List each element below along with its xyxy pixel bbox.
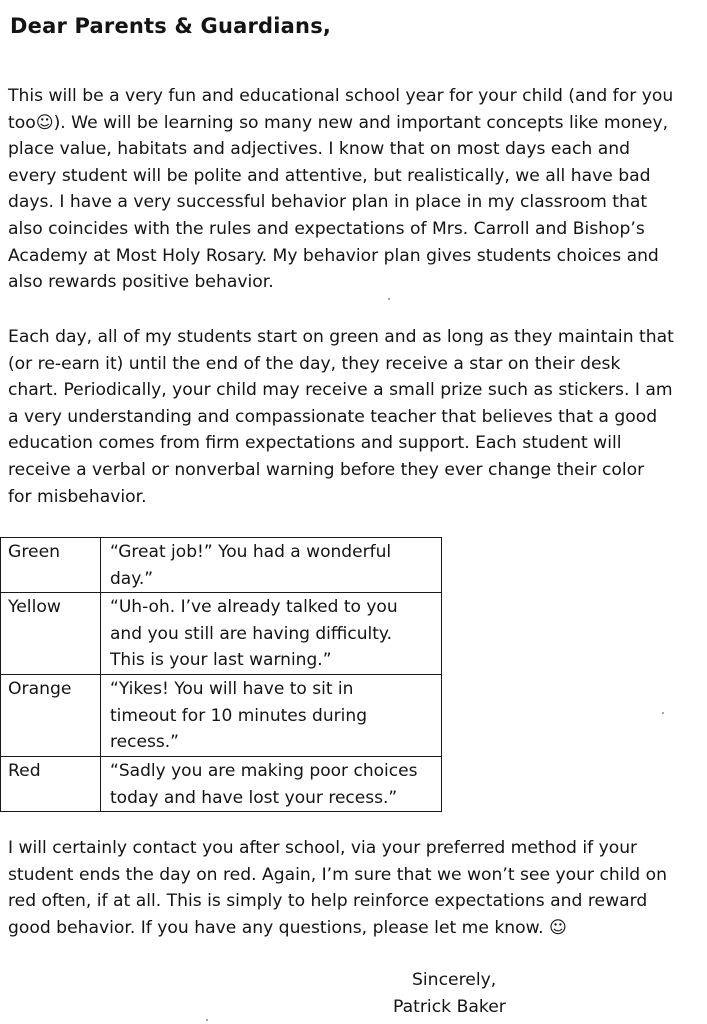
scan-speck: [206, 1019, 208, 1021]
message-line: “Yikes! You will have to sit in: [110, 679, 354, 699]
text-line: red often, if at all. This is simply to help reinforce expectations and reward: [8, 891, 648, 912]
color-cell: Orange: [1, 675, 101, 757]
text-line: too☺). We will be learning so many new and important concepts like money,: [8, 112, 669, 133]
message-cell: [101, 593, 442, 675]
paragraph-contact: [8, 835, 704, 941]
color-cell: Yellow: [1, 593, 101, 675]
message-line: This is your last warning.”: [110, 650, 332, 670]
text-line: Academy at Most Holy Rosary. My behavior plan gives students choices and: [8, 245, 659, 266]
message-line: day.”: [110, 568, 154, 589]
text-line: receive a verbal or nonverbal warning before they ever change their color: [8, 459, 645, 480]
table-row: [1, 757, 442, 812]
message-line: recess.”: [110, 732, 179, 752]
text-line: student ends the day on red. Again, I’m sure that we won’t see your child on: [8, 864, 667, 885]
message-line: “Uh-oh. I’ve already talked to you: [110, 597, 398, 617]
text-line: also coincides with the rules and expectations of Mrs. Carroll and Bishop’s: [8, 218, 645, 239]
message-cell: [101, 757, 442, 812]
text-line: (or re-earn it) until the end of the day, they receive a star on their desk: [8, 353, 621, 374]
table-row: [1, 675, 442, 757]
paragraph-behavior-plan: [8, 324, 704, 510]
text-line: every student will be polite and attentive, but realistically, we all have bad: [8, 165, 651, 186]
paragraph-intro: [8, 83, 704, 296]
message-line: and you still are having difficulty.: [110, 623, 392, 644]
text-line: good behavior. If you have any questions, please let me know. ☺: [8, 917, 567, 938]
text-line: place value, habitats and adjectives. I know that on most days each and: [8, 139, 630, 160]
message-line: today and have lost your recess.”: [110, 787, 398, 808]
text-line: also rewards positive behavior.: [8, 272, 274, 293]
message-cell: [101, 675, 442, 757]
text-line: education comes from firm expectations and support. Each student will: [8, 433, 622, 454]
color-cell: Green: [1, 538, 101, 593]
text-line: This will be a very fun and educational school year for your child (and for you: [8, 86, 674, 106]
text-line: Each day, all of my students start on green and as long as they maintain that: [8, 327, 674, 347]
message-line: “Great job!” You had a wonderful: [110, 542, 392, 562]
message-line: timeout for 10 minutes during: [110, 705, 367, 726]
scan-speck: [662, 712, 664, 714]
color-cell: Red: [1, 757, 101, 812]
scan-speck: [388, 298, 390, 300]
message-line: “Sadly you are making poor choices: [110, 761, 418, 781]
message-cell: [101, 538, 442, 593]
behavior-color-table: [0, 537, 442, 812]
closing: Sincerely,: [412, 970, 497, 990]
text-line: chart. Periodically, your child may receive a small prize such as stickers. I am: [8, 380, 673, 401]
table-row: [1, 538, 442, 593]
salutation: Dear Parents & Guardians,: [10, 14, 332, 38]
table-row: [1, 593, 442, 675]
text-line: I will certainly contact you after school, via your preferred method if your: [8, 838, 638, 858]
text-line: a very understanding and compassionate teacher that believes that a good: [8, 406, 658, 427]
text-line: days. I have a very successful behavior plan in place in my classroom that: [8, 192, 648, 213]
signature-name: Patrick Baker: [393, 997, 506, 1017]
text-line: for misbehavior.: [8, 486, 147, 507]
